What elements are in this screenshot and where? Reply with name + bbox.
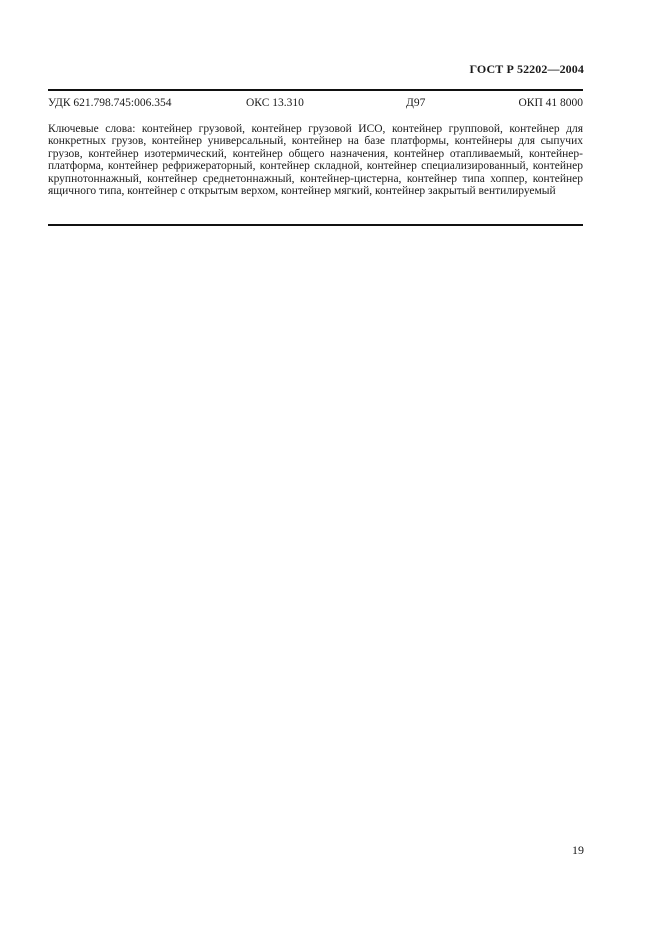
page-number: 19 [572, 843, 584, 857]
bottom-divider [48, 224, 583, 226]
standard-code-header: ГОСТ Р 52202—2004 [469, 62, 584, 76]
top-divider [48, 89, 583, 91]
okp-code: ОКП 41 8000 [518, 97, 583, 109]
keywords-paragraph: Ключевые слова: контейнер грузовой, контейнер грузовой ИСО, контейнер групповой, контейнер для конкретных грузов, контейнер универсальный, контейнер на базе платформы, контейнеры для сыпучих грузов, контейнер изотермический, контейнер общего назначения, контейнер отапливаемый, контейнер-платформа, контейнер рефрижераторный, контейнер складной, контейнер специализированный, контейнер крупнотоннажный, контейнер среднетоннажный, контейнер-цистерна, контейнер типа хоппер, контейнер ящичного типа, контейнер с открытым верхом, контейнер мягкий, контейнер закрытый вентилируемый [48, 123, 583, 198]
oks-code: ОКС 13.310 [246, 97, 304, 109]
classification-codes-row [48, 97, 583, 113]
group-code: Д97 [406, 97, 426, 109]
udk-code: УДК 621.798.745:006.354 [48, 97, 172, 109]
